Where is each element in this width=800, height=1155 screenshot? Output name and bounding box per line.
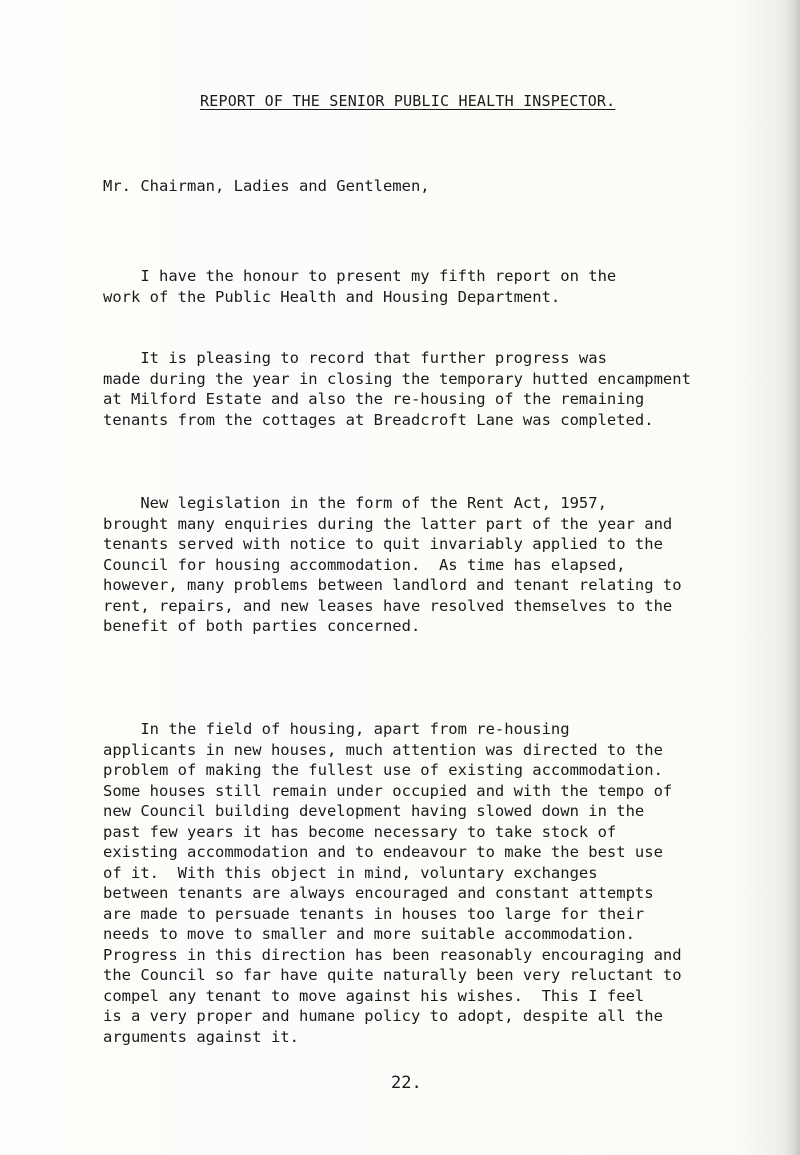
report-title: REPORT OF THE SENIOR PUBLIC HEALTH INSPECTOR. <box>200 92 616 110</box>
paragraph-4: In the field of housing, apart from re-housing applicants in new houses, much attention was directed to the problem of making the fullest use of existing accommodation. Some houses still remain under occupied and with the tempo of new Council building development having slowed down in the past few years it has become necessary to take stock of existing accommodation and to endeavour to make the best use of it. With this object in mind, voluntary exchanges between tenants are always encouraged and constant attempts are made to persuade tenants in houses too large for their needs to move to smaller and more suitable accommodation. Progress in this direction has been reasonably encouraging and the Council so far have quite naturally been very reluctant to compel any tenant to move against his wishes. This I feel is a very proper and humane policy to adopt, despite all the arguments against it. <box>103 720 682 1046</box>
page-edge-shadow <box>786 0 800 1155</box>
paragraph-2: It is pleasing to record that further progress was made during the year in closing the temporary hutted encampment at Milford Estate and also the re-housing of the remaining tenants from the cottages at Breadcroft Lane was completed. <box>103 349 691 429</box>
page-number: 22. <box>391 1073 422 1093</box>
salutation: Mr. Chairman, Ladies and Gentlemen, <box>103 177 430 195</box>
paragraph-3: New legislation in the form of the Rent Act, 1957, brought many enquiries during the latter part of the year and tenants served with notice to quit invariably applied to the Council for housing accommodation. As time has elapsed, however, many problems between landlord and tenant relating to rent, repairs, and new leases have resolved themselves to the benefit of both parties concerned. <box>103 494 682 635</box>
paragraph-1: I have the honour to present my fifth report on the work of the Public Health and Housing Department. <box>103 267 617 306</box>
